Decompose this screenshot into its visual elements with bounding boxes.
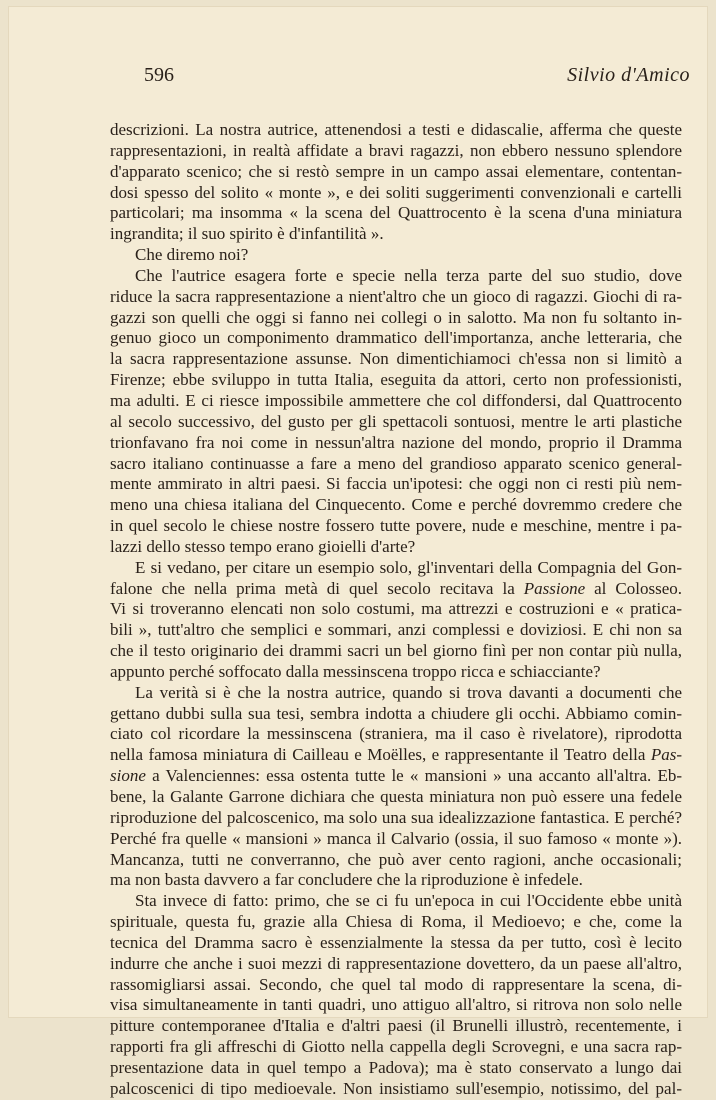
text-line: rassomigliarsi assai. Secondo, che quel tal modo di rappresentare la scena, di- <box>110 974 682 994</box>
text-line: visa simultaneamente in tanti quadri, uno attiguo all'altro, si ritrova non solo nelle <box>110 995 682 1015</box>
text-line: ingrandita; il suo spirito è d'infantilità ». <box>110 224 384 244</box>
text-line: nella famosa miniatura di Cailleau e Moëlles, e rappresentante il Teatro della Pas- <box>110 745 682 765</box>
text-line: ma non basta davvero a far concludere che la riproduzione è infedele. <box>110 870 583 890</box>
page-header <box>144 62 690 92</box>
text-line: trionfavano fra noi come in nessun'altra nazione del mondo, proprio il Dramma <box>110 432 682 452</box>
text-line: La verità si è che la nostra autrice, quando si trova davanti a documenti che <box>135 682 682 702</box>
text-line: appunto perché soffocato dalla messinscena troppo ricca e schiacciante? <box>110 661 601 681</box>
text-line: rappresentazioni, in realtà affidate a bravi ragazzi, non ebbero nessuno splendore <box>110 140 682 160</box>
text-line: Mancanza, tutti ne converranno, che può aver cento ragioni, anche occasionali; <box>110 849 682 869</box>
text-line: Che l'autrice esagera forte e specie nella terza parte del suo studio, dove <box>135 265 682 285</box>
page-number: 596 <box>144 64 174 86</box>
text-line: pitture contemporanee d'Italia e d'altri paesi (il Brunelli illustrò, recentemente, i <box>110 1016 682 1036</box>
text-line: la sacra rappresentazione assunse. Non dimentichiamoci ch'essa non si limitò a <box>110 349 682 369</box>
text-line: al secolo successivo, del gusto per gli spettacoli sontuosi, mentre le arti plastiche <box>110 411 682 431</box>
paragraph <box>110 683 682 891</box>
text-line: meno una chiesa italiana del Cinquecento. Come e perché dovremmo credere che <box>110 495 682 515</box>
text-line: che il testo originario dei drammi sacri un bel giorno finì per non contar più nulla, <box>110 641 682 661</box>
text-line: d'apparato scenico; che si restò sempre in un campo assai elementare, contentan- <box>110 161 682 181</box>
text-line: riproduzione del palcoscenico, ma solo una sua idealizzazione fantastica. E perché? <box>110 807 682 827</box>
text-line: riduce la sacra rappresentazione a nient'altro che un gioco di ragazzi. Giochi di ra- <box>110 286 682 306</box>
text-line: lazzi dello stesso tempo erano gioielli d'arte? <box>110 536 416 556</box>
text-line: Sta invece di fatto: primo, che se ci fu un'epoca in cui l'Occidente ebbe unità <box>135 891 682 911</box>
paragraph <box>110 120 682 245</box>
paragraph <box>110 558 682 683</box>
body-text <box>110 120 682 1100</box>
text-line: ciato col ricordare la messinscena (straniera, ma il caso è rivelatore), riprodotta <box>110 724 682 744</box>
text-line: indurre che anche i suoi mezzi di rappresentazione dovettero, da un paese all'altro, <box>110 953 682 973</box>
text-line: ma adulti. E ci riesce impossibile ammettere che col diffondersi, dal Quattrocento <box>110 390 682 410</box>
text-line: gettano dubbi sulla sua tesi, sembra indotta a chiudere gli occhi. Abbiamo comin- <box>110 703 682 723</box>
paragraph <box>110 245 682 266</box>
text-line: descrizioni. La nostra autrice, attenendosi a testi e didascalie, afferma che queste <box>110 120 682 139</box>
text-line: Vi si troveranno elencati non solo costumi, ma attrezzi e costruzioni e « pratica- <box>110 599 682 619</box>
text-line: bene, la Galante Garrone dichiara che questa miniatura non può essere una fedele <box>110 787 682 806</box>
text-line: mente ammirato in altri paesi. Si faccia un'ipotesi: che oggi non ci resti più nem- <box>110 474 682 494</box>
text-line: Che diremo noi? <box>135 245 249 265</box>
text-line: in quel secolo le chiese nostre fossero tutte povere, nude e meschine, mentre i pa- <box>110 516 682 536</box>
text-line: presentazione data in quel tempo a Padova); ma è stato conservato a lungo dai <box>110 1057 682 1077</box>
paragraph <box>110 891 682 1099</box>
text-line: falone che nella prima metà di quel secolo recitava la Passione al Colosseo. <box>110 578 682 598</box>
text-line: gazzi son quelli che oggi si fanno nei collegi o in salotto. Ma non fu soltanto in- <box>110 307 682 327</box>
text-line: particolari; ma insomma « la scena del Quattrocento è la scena d'una miniatura <box>110 203 682 223</box>
text-line: genuo gioco un componimento drammatico dell'importanza, anche letteraria, che <box>110 328 682 348</box>
text-line: sione a Valenciennes: essa ostenta tutte le « mansioni » una accanto all'altra. Eb- <box>110 766 682 786</box>
text-line: dosi spesso del solito « monte », e dei soliti suggerimenti convenzionali e cartelli <box>110 182 682 202</box>
text-line: sacro italiano continuasse a fare a meno del grandioso apparato scenico general- <box>110 453 682 473</box>
text-line: bili », tutt'altro che semplici e sommari, anzi complessi e doviziosi. E chi non sa <box>110 620 682 640</box>
running-head: Silvio d'Amico <box>567 64 690 86</box>
text-line: rapporti fra gli affreschi di Giotto nella cappella degli Scrovegni, e una sacra rap- <box>110 1037 682 1057</box>
text-line: tecnica del Dramma sacro è essenzialmente la stessa da per tutto, così è lecito <box>110 932 682 952</box>
text-line: Perché fra quelle « mansioni » manca il Calvario (ossia, il suo famoso « monte »). <box>110 828 682 848</box>
paragraph <box>110 266 682 558</box>
text-line: E si vedano, per citare un esempio solo, gl'inventari della Compagnia del Gon- <box>135 557 682 577</box>
text-line: spirituale, questa fu, grazie alla Chiesa di Roma, il Medioevo; e che, come la <box>110 912 682 932</box>
text-line: palcoscenici di tipo medioevale. Non insistiamo sull'esempio, notissimo, del pal- <box>110 1078 682 1098</box>
text-line: Firenze; ebbe sviluppo in tutta Italia, eseguita da attori, certo non professionisti, <box>110 370 682 390</box>
